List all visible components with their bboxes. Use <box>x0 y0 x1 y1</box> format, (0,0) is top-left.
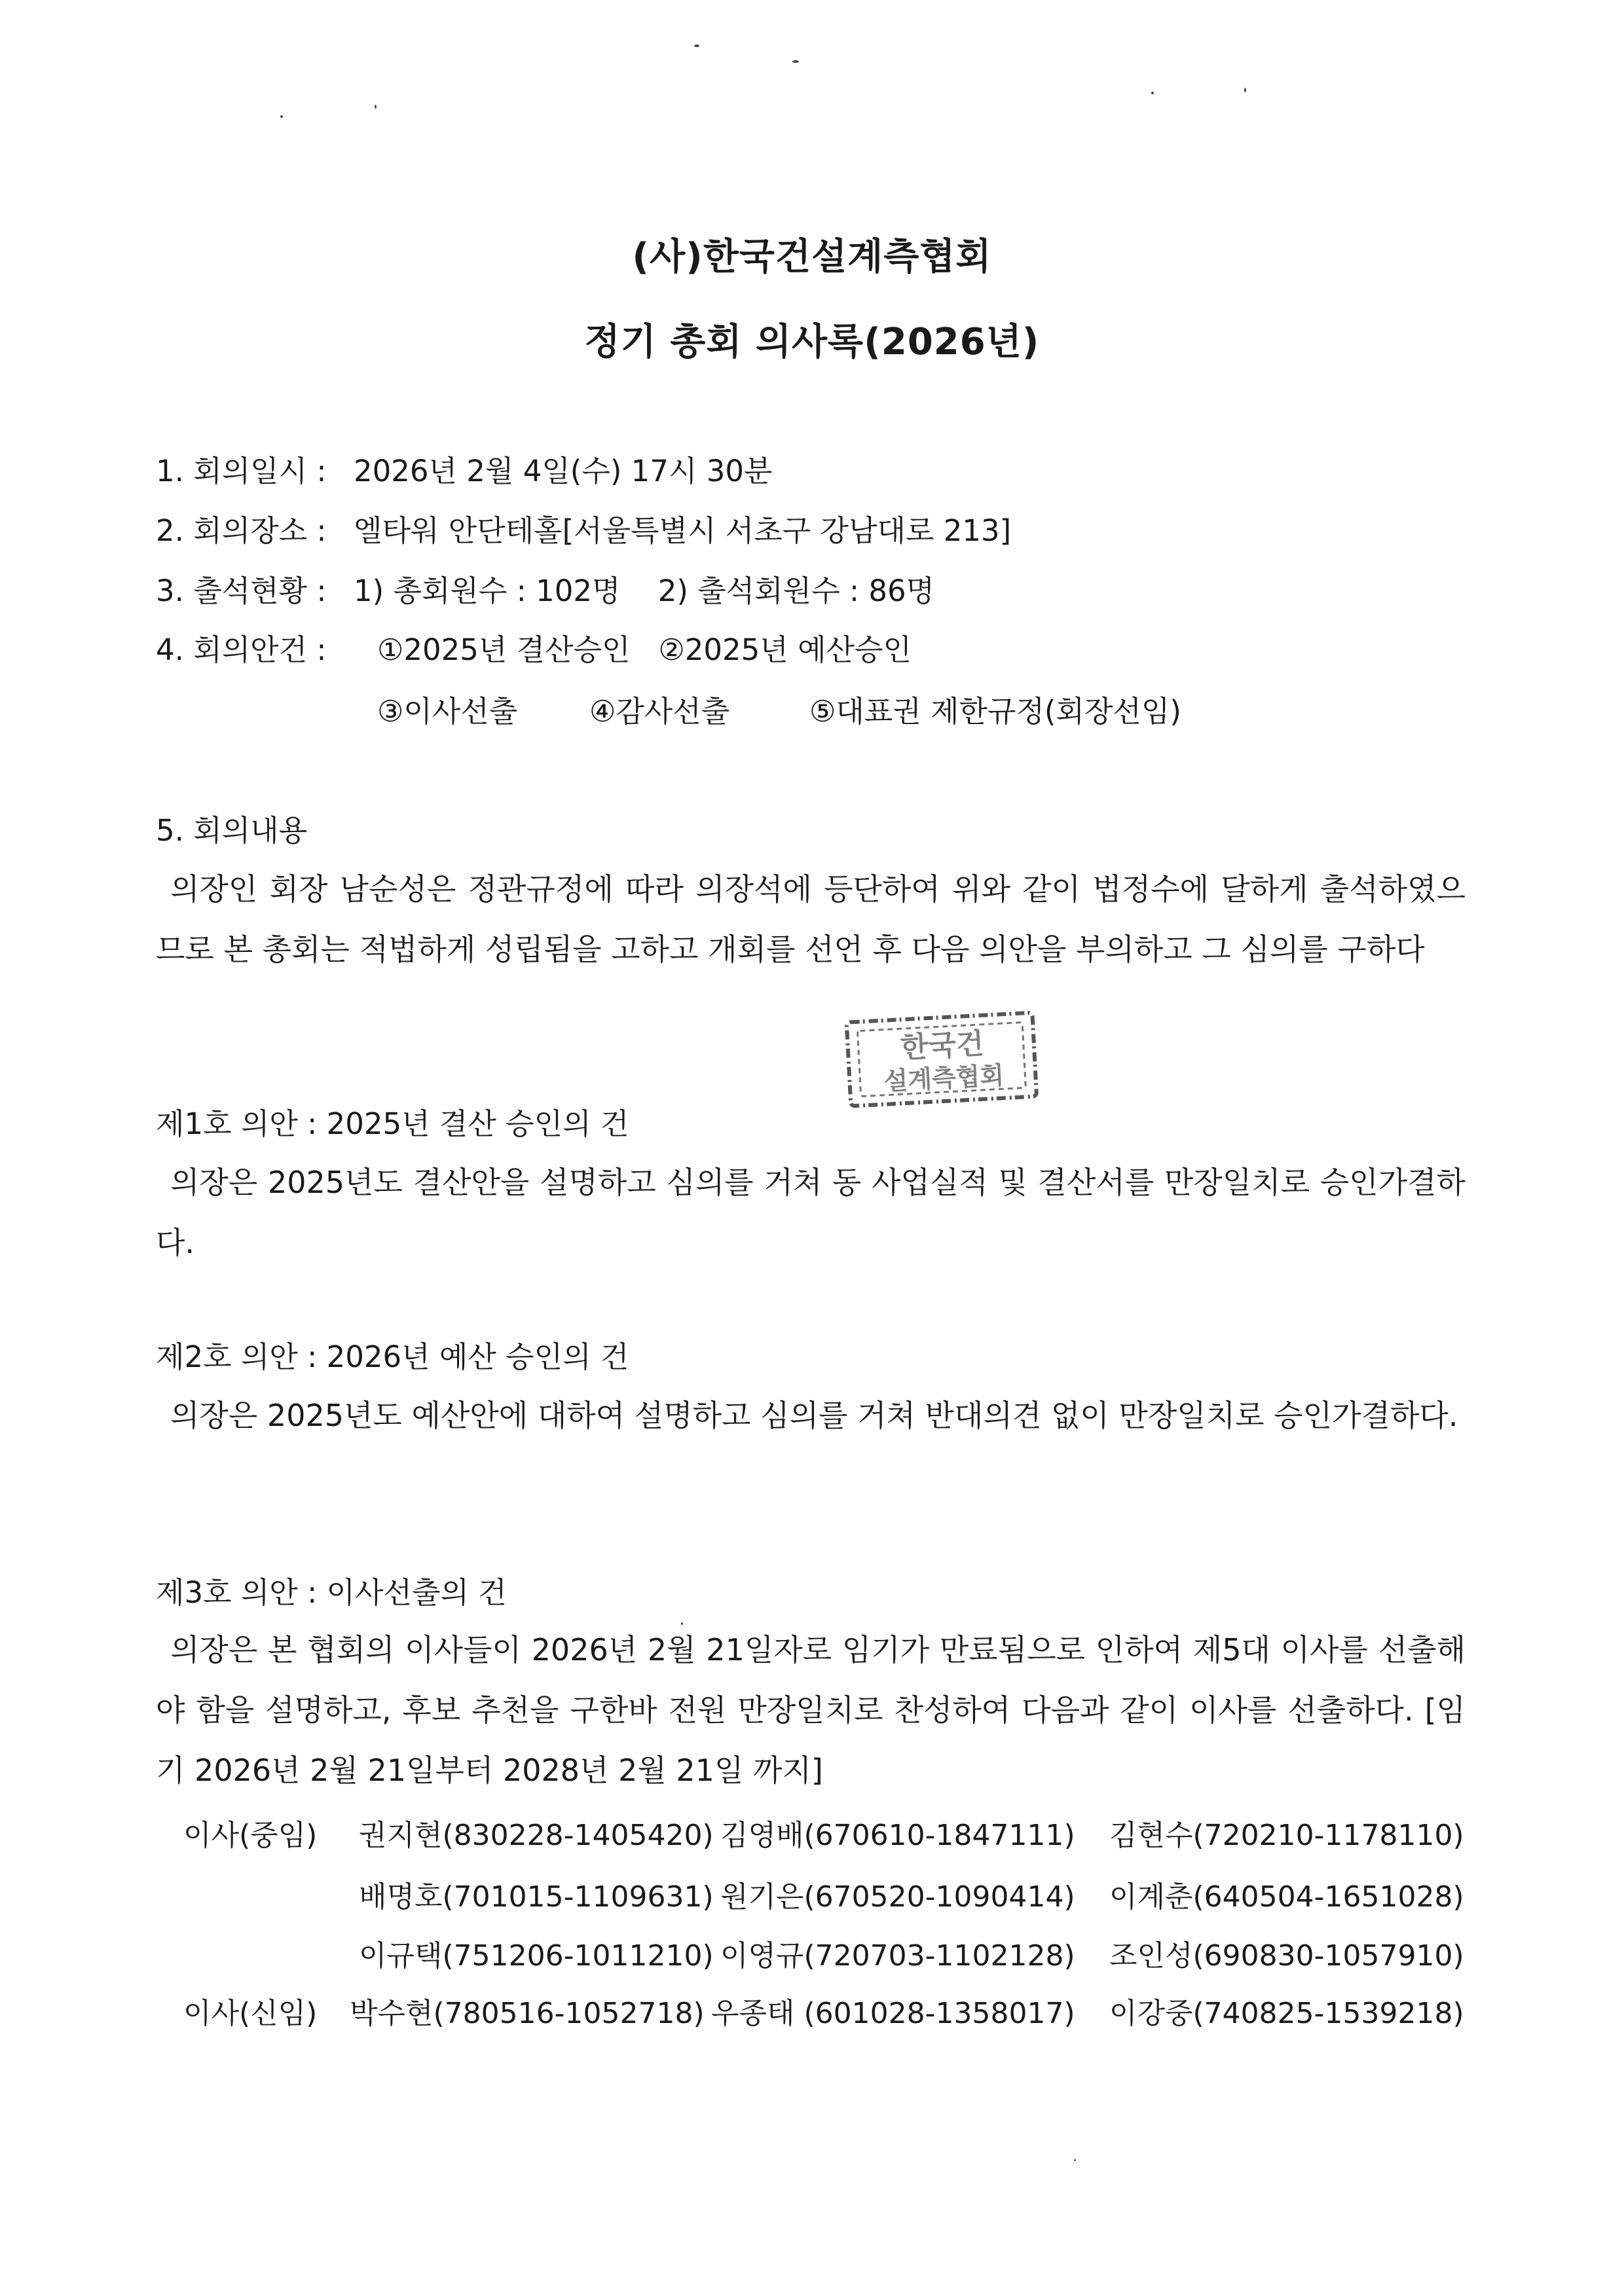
scan-speck <box>1151 92 1154 94</box>
doc-title: 정기 총회 의사록(2026년) <box>584 321 1040 363</box>
director-entry: 박수현(780516-1052718) <box>350 1997 705 2030</box>
director-entry: 이계춘(640504-1651028) <box>1109 1880 1464 1914</box>
section5-heading: 5. 회의내용 <box>156 813 308 848</box>
stamp-line-1: 한국건 <box>899 1027 985 1065</box>
scan-speck <box>792 60 799 63</box>
org-title: (사)한국건설계측협회 <box>632 236 992 278</box>
scan-speck <box>375 105 377 109</box>
item2-heading: 제2호 의안 : 2026년 예산 승인의 건 <box>156 1339 629 1374</box>
stamp-line-2: 설계측협회 <box>883 1061 1005 1096</box>
director-entry: 우종태 (601028-1358017) <box>711 1997 1075 2030</box>
director-entry: 권지현(830228-1405420) <box>359 1819 714 1852</box>
info-agenda-value: ①2025년 결산승인 ②2025년 예산승인 <box>377 632 912 667</box>
item1-body: 의장은 2025년도 결산안을 설명하고 심의를 거쳐 동 사업실적 및 결산서를 만장일치로 승인가결하다. <box>156 1165 1466 1260</box>
item1-heading: 제1호 의안 : 2025년 결산 승인의 건 <box>156 1106 629 1141</box>
info-attendance-value: 1) 총회원수 : 102명 2) 출석회원수 : 86명 <box>354 574 935 608</box>
section5-body: 의장인 회장 남순성은 정관규정에 따라 의장석에 등단하여 위와 같이 법정수에 달하게 출석하였으므로 본 총회는 적법하게 성립됨을 고하고 개회를 선언 후 다음 의안을 부의하고 그 심의를 구하다 <box>156 871 1466 967</box>
scan-speck <box>681 1622 683 1625</box>
scan-speck <box>1244 88 1246 92</box>
item3-body: 의장은 본 협회의 이사들이 2026년 2월 21일자로 임기가 만료됨으로 인하여 제5대 이사를 선출해야 함을 설명하고, 후보 추천을 구한바 전원 만장일치로 찬성하여 다음과 같이 이사를 선출하다. [임기 2026년 2월 21일부터 2028년 2월 21일 까지] <box>156 1632 1466 1788</box>
director-entry: 조인성(690830-1057910) <box>1109 1939 1464 1973</box>
info-date-label: 1. 회의일시 : <box>156 454 327 488</box>
item3-heading: 제3호 의안 : 이사선출의 건 <box>156 1575 507 1610</box>
agenda-item-5: ⑤대표권 제한규정(회장선임) <box>809 694 1181 729</box>
scan-speck <box>1074 2159 1076 2161</box>
scan-speck <box>280 115 283 118</box>
seal-stamp-icon <box>845 1008 1041 1113</box>
agenda-item-4: ④감사선출 <box>589 694 730 729</box>
scan-speck <box>694 45 699 47</box>
director-entry: 원기은(670520-1090414) <box>720 1880 1075 1914</box>
director-entry: 이강중(740825-1539218) <box>1109 1997 1464 2030</box>
director-entry: 김현수(720210-1178110) <box>1109 1819 1464 1852</box>
directors-reappointed-label: 이사(중임) <box>183 1819 318 1852</box>
director-entry: 배명호(701015-1109631) <box>359 1880 714 1914</box>
director-entry: 김영배(670610-1847111) <box>720 1819 1075 1852</box>
info-attendance-label: 3. 출석현황 : <box>156 574 327 608</box>
directors-new-label: 이사(신임) <box>183 1997 318 2030</box>
info-venue-value: 엘타워 안단테홀[서울특별시 서초구 강남대로 213] <box>354 513 1012 548</box>
info-agenda-label: 4. 회의안건 : <box>156 632 327 667</box>
director-entry: 이규택(751206-1011210) <box>359 1939 714 1973</box>
info-venue-label: 2. 회의장소 : <box>156 513 327 548</box>
item2-body: 의장은 2025년도 예산안에 대하여 설명하고 심의를 거쳐 반대의견 없이 만장일치로 승인가결하다. <box>170 1398 1458 1433</box>
info-date-value: 2026년 2월 4일(수) 17시 30분 <box>354 454 773 488</box>
agenda-item-3: ③이사선출 <box>377 694 518 729</box>
director-entry: 이영규(720703-1102128) <box>720 1939 1075 1973</box>
